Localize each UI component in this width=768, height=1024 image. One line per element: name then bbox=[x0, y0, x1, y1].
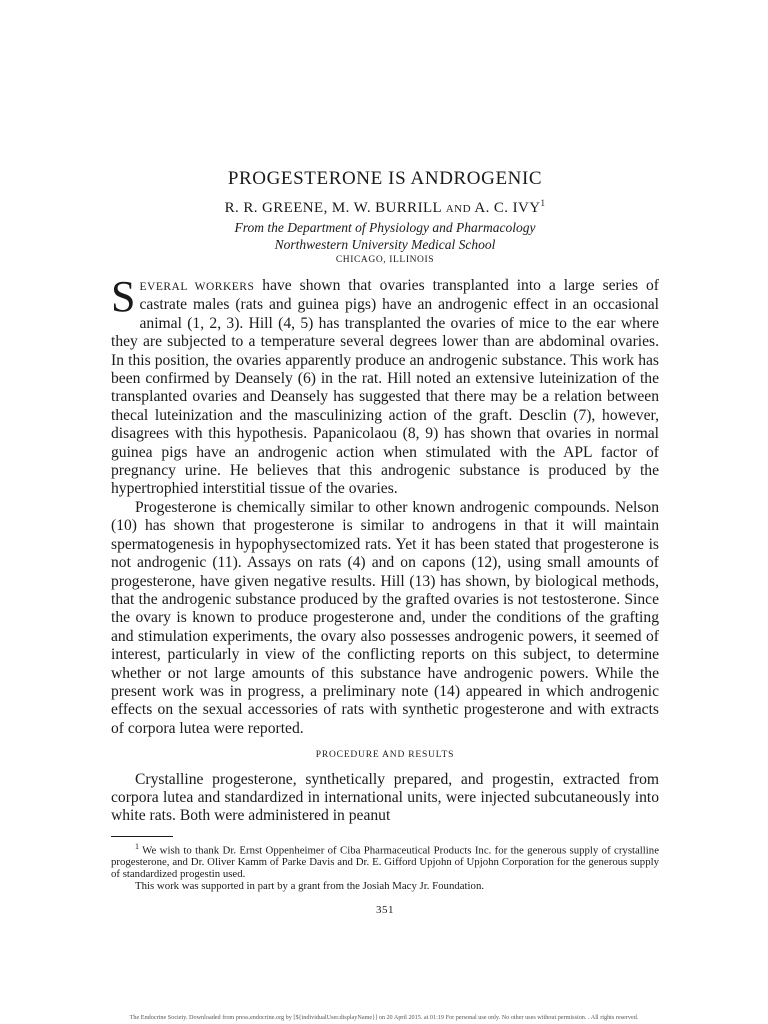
footnote-1-text: We wish to thank Dr. Ernst Oppenheimer of Ciba Pharmaceutical Products Inc. for the generous supply of crystalline progesterone, and Dr. Oliver Kamm of Parke Davis and Dr. E. Gifford Upjohn of Upjohn Corporation for the generous supply of standardized progestin used. bbox=[111, 844, 659, 881]
footnote-1-mark: 1 bbox=[135, 841, 139, 851]
footnote-divider bbox=[111, 836, 173, 837]
intro-paragraph-1-text: have shown that ovaries transplanted into a large series of castrate males (rats and guinea pigs) have an androgenic effect in an occasional animal (1, 2, 3). Hill (4, 5) has transplanted the ovaries of mice to the ear where they are subjected to a temperature several degrees lower than are abdominal ovaries. In this position, the ovaries apparently produce an androgenic substance. This work has been confirmed by Deansely (6) in the rat. Hill noted an extensive luteinization of the transplanted ovaries and Deansely has suggested that there may be a relation between thecal luteinization and the masculinizing action of the graft. Desclin (7), however, disagrees with this hypothesis. Papanicolaou (8, 9) has shown that ovaries in normal guinea pigs have an androgenic action when stimulated with the APL factor of pregnancy urine. He believes that this androgenic substance is produced by the hypertrophied interstitial tissue of the ovaries. bbox=[111, 277, 659, 498]
author-names: R. R. GREENE, M. W. BURRILL bbox=[224, 200, 442, 216]
author-line bbox=[111, 198, 659, 217]
affiliation-department: From the Department of Physiology and Pharmacology bbox=[234, 220, 536, 235]
intro-paragraph-1 bbox=[111, 272, 659, 499]
author-last: A. C. IVY bbox=[474, 200, 541, 216]
footnote-2: This work was supported in part by a grant from the Josiah Macy Jr. Foundation. bbox=[135, 880, 485, 893]
affiliation-school: Northwestern University Medical School bbox=[274, 237, 496, 252]
lead-in-smallcaps: EVERAL WORKERS bbox=[139, 281, 255, 293]
download-notice: The Endocrine Society. Downloaded from press.endocrine.org by [${individualUser.displayName}] on 20 April 2015. at 01:19 For personal use only. No other uses without permission. . All rights reserved. bbox=[129, 1014, 639, 1021]
page-number: 351 bbox=[376, 904, 394, 917]
procedure-paragraph-1: Crystalline progesterone, synthetically prepared, and progestin, extracted from corpora lutea and standardized in international units, were injected subcutaneously into white rats. Both were administered in peanut bbox=[111, 770, 659, 825]
footnote-1 bbox=[111, 841, 659, 881]
footnotes bbox=[111, 841, 659, 893]
section-heading-procedure: PROCEDURE AND RESULTS bbox=[315, 750, 455, 761]
drop-cap: S bbox=[111, 272, 136, 321]
author-footnote-mark: 1 bbox=[540, 198, 546, 208]
intro-paragraph-2: Progesterone is chemically similar to other known androgenic compounds. Nelson (10) has shown that progesterone is similar to androgens in that it will maintain spermatogenesis in hypophysectomized rats. Yet it has been stated that progesterone is not androgenic (11). Assays on rats (4) and on capons (12), using small amounts of progesterone, have given negative results. Hill (13) has shown, by biological methods, that the androgenic substance produced by the grafted ovaries is not testosterone. Since the ovary is known to produce progesterone and, under the conditions of the grafting and stimulation experiments, the ovary also possesses androgenic powers, it seemed of interest, particularly in view of the conflicting reports on this subject, to determine whether or not large amounts of this substance have androgenic powers. While the present work was in progress, a preliminary note (14) appeared in which androgenic effects on the sexual accessories of rats with synthetic progesterone and with extracts of corpora lutea were reported. bbox=[111, 498, 659, 737]
article-title: PROGESTERONE IS ANDROGENIC bbox=[227, 168, 543, 189]
article-body bbox=[111, 272, 659, 826]
affiliation-location: CHICAGO, ILLINOIS bbox=[335, 255, 435, 265]
article-page bbox=[111, 168, 659, 916]
author-conjunction: AND bbox=[445, 203, 472, 215]
